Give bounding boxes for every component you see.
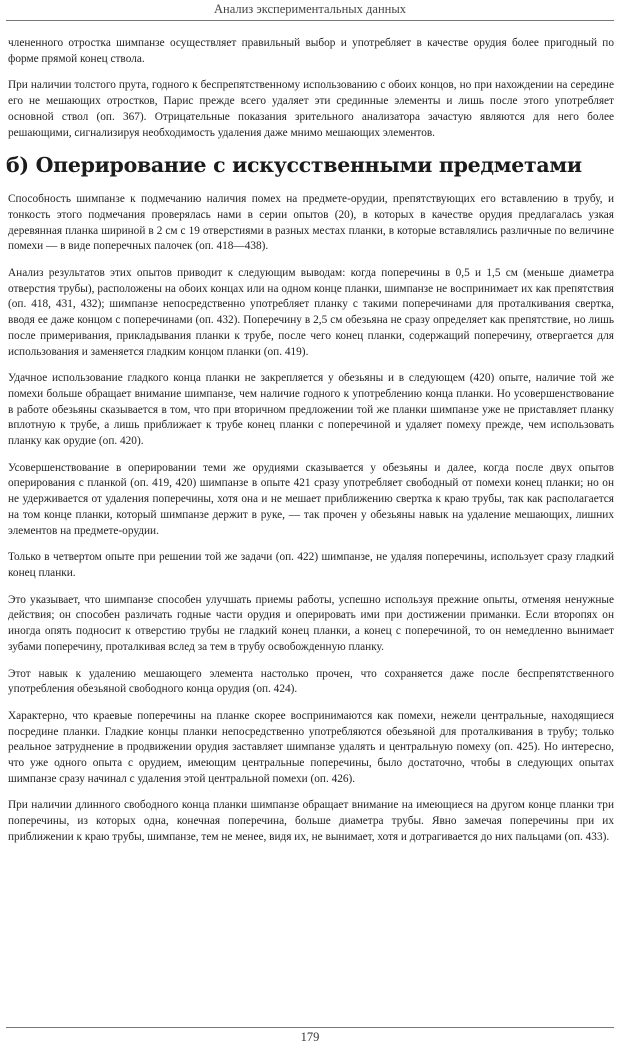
page-number: 179 [300,1030,320,1044]
paragraph: При наличии длинного свободного конца планки шимпанзе обращает внимание на имеющиеся на другом конце планки три поперечины, из которых одна, конечная поперечина, больше диаметра трубы. Явно замечая поперечины при их приближении к краю трубы, шимпанзе, тем не менее, видя их, не вынимает, хотя и дотрагивается до них пальцами (оп. 433). [8,799,614,843]
paragraph: При наличии толстого прута, годного к беспрепятственному использованию с обоих концов, но при нахождении на середине его не мешающих отростков, Парис прежде всего удаляет эти срединные элементы и лишь после этого употребляет основной ствол (оп. 367). Отрицательные показания зрительного анализатора зачастую являются для него более решающими, сигнализируя необходимость удаления даже мнимо мешающих элементов. [8,79,614,139]
page-body [8,36,614,857]
paragraph: Усовершенствование в оперировании теми же орудиями сказывается у обезьяны и далее, когда после двух опытов оперирования с планкой (оп. 419, 420) шимпанзе в опыте 421 сразу употребляет свободный от помехи конец планки; но он не удерживается от удаления поперечины, хотя она и не мешает приближению свертка к краю трубы, так как располагается на том конце планки, который шимпанзе держит в руке, — так прочен у обезьяны навык на удаление мешающих, лишних элементов на предмете-орудии. [8,461,614,537]
paragraph: Этот навык к удалению мешающего элемента настолько прочен, что сохраняется даже после беспрепятственного употребления обезьяной свободного конца орудия (оп. 424). [8,667,614,696]
footer-divider [6,1027,614,1028]
paragraph: Это указывает, что шимпанзе способен улучшать приемы работы, успешно используя прежние опыты, отменяя ненужные действия; он способен различать годные части орудия и оперировать ими при достижении приманки. Если второпях он иногда опять подносит к отверстию трубы не гладкий конец планки, а конец с поперечиной, то он немедленно вынимает зубами поперечину, проталкивая вслед за тем в трубу освобожденную планку. [8,593,614,653]
running-header: Анализ экспериментальных данных [214,2,406,16]
paragraph: Удачное использование гладкого конца планки не закрепляется у обезьяны и в следующем (420) опыте, наличие той же помехи больше обращает внимание шимпанзе, чем наличие годного к употреблению конца планки. Но усовершенствование в работе обезьяны сказывается в том, что при вторичном предложении той же планки шимпанзе уже не приставляет планку вплотную к трубе, а лишь приближает к трубе конец планки с поперечиной и удаляет помеху прежде, чем использовать планку как орудие (оп. 420). [8,372,614,448]
paragraph: Анализ результатов этих опытов приводит к следующим выводам: когда поперечины в 0,5 и 1,5 см (меньше диаметра отверстия трубы), расположены на обоих концах или на одном конце планки, шимпанзе не воспринимает их как препятствия (оп. 418, 431, 432); шимпанзе непосредственно употребляет планку с такими поперечинами для проталкивания свертка, вводя ее даже концом с поперечинами (оп. 432). Поперечину в 2,5 см обезьяна не сразу определяет как препятствие, но лишь после примеривания, прикладывания планки к трубе, после чего конец планки, содержащий поперечину, отвергается для использования и заменяется гладким концом планки (оп. 419). [8,267,614,358]
section-heading: б) Оперирование с искусственными предметами [6,153,582,178]
paragraph: члененного отростка шимпанзе осуществляет правильный выбор и употребляет в качестве орудия более пригодный по форме прямой конец ствола. [8,37,614,65]
paragraph: Способность шимпанзе к подмечанию наличия помех на предмете-орудии, препятствующих его вставлению в трубу, и тонкость этого подмечания проверялась нами в серии опытов (20), в которых в качестве орудия предлагалась узкая деревянная планка шириной в 2 см с 19 отверстиями в разных местах планки, в которые вставлялись различные по величине помехи — в виде поперечных палочек (оп. 418—438). [8,193,614,253]
paragraph: Только в четвертом опыте при решении той же задачи (оп. 422) шимпанзе, не удаляя поперечины, использует сразу гладкий конец планки. [8,551,614,579]
header-divider [6,20,614,21]
paragraph: Характерно, что краевые поперечины на планке скорее воспринимаются как помехи, нежели центральные, находящиеся посредине планки. Гладкие концы планки непосредственно употребляются обезьяной для проталкивания в трубу; только реальное затруднение в продвижении орудия заставляет шимпанзе удалять и центральную помеху (оп. 425). Но интересно, что уже одного опыта с орудием, имеющим центральные поперечины, было достаточно, чтобы в следующих опытах шимпанзе сразу начинал с удаления этой центральной помехи (оп. 426). [8,709,614,785]
